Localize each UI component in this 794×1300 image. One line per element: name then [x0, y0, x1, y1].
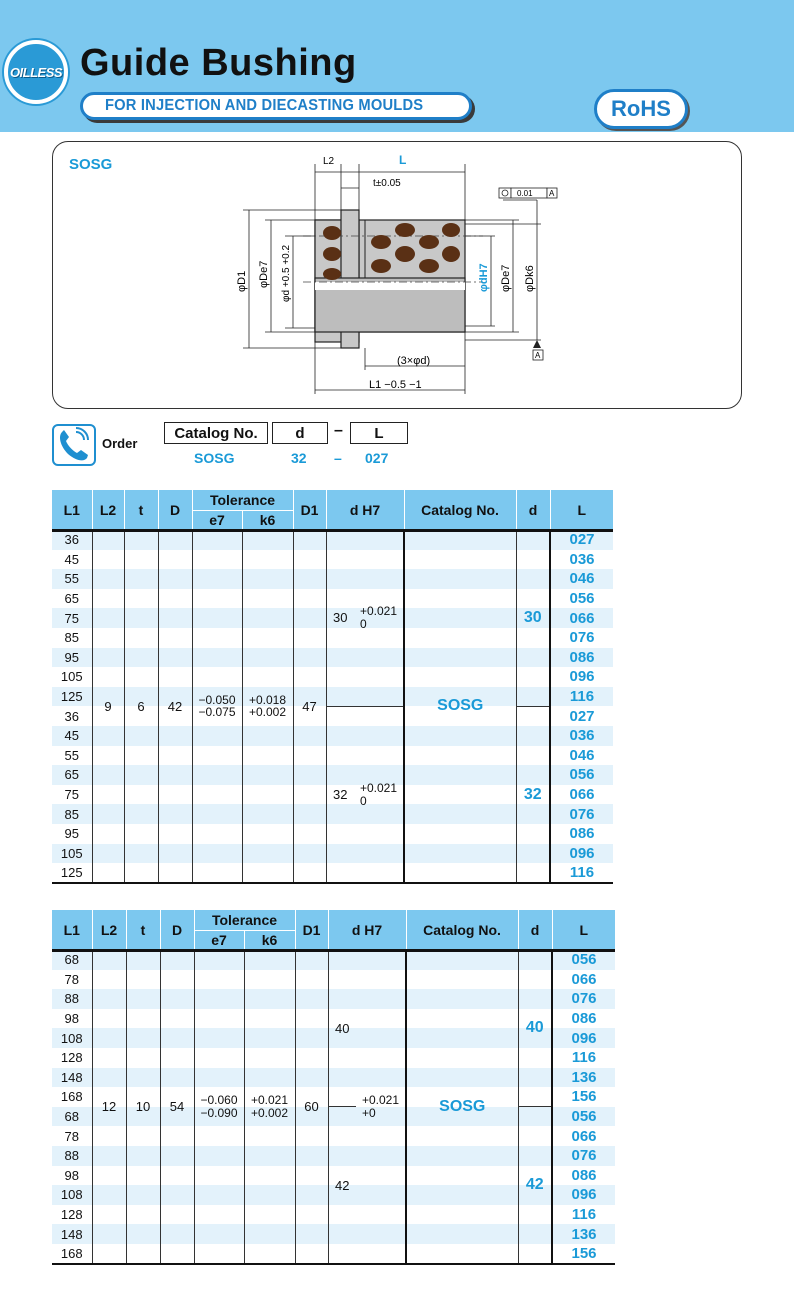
- hdr-d: D: [160, 910, 194, 950]
- cell-l1: 68: [52, 1107, 92, 1127]
- cell-t: 10: [126, 950, 160, 1264]
- cell-l: 136: [552, 1068, 615, 1088]
- cell-l: 027: [550, 530, 613, 550]
- cell-l: 066: [552, 1126, 615, 1146]
- cell-l: 096: [552, 1185, 615, 1205]
- cell-l: 076: [550, 628, 613, 648]
- flatness-value: 0.01: [517, 189, 533, 198]
- cell-l1: 88: [52, 1146, 92, 1166]
- cell-l1: 75: [52, 785, 92, 805]
- cell-l: 066: [552, 970, 615, 990]
- dim-de7-right: φDe7: [500, 264, 512, 292]
- hdr-d: D: [158, 490, 192, 530]
- cell-k6: [244, 950, 295, 1264]
- dim-l2: L2: [323, 156, 335, 167]
- cell-l1: 168: [52, 1244, 92, 1264]
- hdr-catalog: Catalog No.: [404, 490, 516, 530]
- order-d-header: d: [272, 422, 328, 444]
- bottom-rule: [52, 882, 613, 885]
- cell-l1: 148: [52, 1224, 92, 1244]
- h7-tolerance: [362, 1094, 399, 1119]
- cell-k6: [242, 530, 293, 883]
- cell-l: 086: [552, 1009, 615, 1029]
- cell-e7: [192, 530, 242, 883]
- cell-d-big: 40: [518, 950, 552, 1107]
- cell-d: 42: [158, 530, 192, 883]
- cell-l: 076: [550, 804, 613, 824]
- cell-e7: [194, 950, 244, 1264]
- cell-d1: 60: [295, 950, 328, 1264]
- cell-l: 036: [550, 726, 613, 746]
- spec-table-2: [52, 910, 615, 1264]
- cell-l1: 95: [52, 648, 92, 668]
- order-example-d: 32: [291, 450, 307, 466]
- cell-l: 096: [550, 667, 613, 687]
- table-row: [52, 530, 613, 550]
- cell-l: 116: [552, 1205, 615, 1225]
- e7-tolerance: [198, 694, 235, 719]
- hdr-d1: D1: [293, 490, 326, 530]
- cell-l1: 128: [52, 1048, 92, 1068]
- rohs-text: RoHS: [611, 96, 671, 121]
- cell-l: 056: [550, 765, 613, 785]
- subtitle-text: FOR INJECTION AND DIECASTING MOULDS: [105, 97, 424, 114]
- cell-l: 046: [550, 569, 613, 589]
- cell-l1: 36: [52, 706, 92, 726]
- cell-d-value: 30: [326, 530, 354, 706]
- hdr-d-col: d: [516, 490, 550, 530]
- cell-l1: 105: [52, 667, 92, 687]
- cell-l1: 65: [52, 589, 92, 609]
- phone-icon: [52, 424, 96, 466]
- cell-l: 116: [550, 687, 613, 707]
- dim-dk6: φDk6: [524, 265, 536, 292]
- cell-l: 076: [552, 1146, 615, 1166]
- cell-l2: 12: [92, 950, 126, 1264]
- h7-lower: +0: [361, 1105, 376, 1120]
- order-dash: –: [334, 422, 343, 439]
- cell-l1: 98: [52, 1009, 92, 1029]
- h7-upper: +0.021: [361, 1093, 400, 1108]
- cell-l1: 45: [52, 726, 92, 746]
- cell-l1: 45: [52, 550, 92, 570]
- page-title: Guide Bushing: [80, 42, 357, 84]
- bottom-rule: [52, 1263, 615, 1266]
- order-label: Order: [102, 436, 138, 451]
- hdr-e7: e7: [192, 510, 242, 530]
- cell-d-value: 32: [326, 706, 354, 882]
- dim-d1: φD1: [236, 270, 248, 292]
- dim-d-tol: φd +0.5 +0.2: [281, 244, 292, 302]
- cell-catalog: SOSG: [406, 950, 518, 1264]
- dim-t: t±0.05: [373, 178, 401, 189]
- order-catalog-header: Catalog No.: [164, 422, 268, 444]
- k6-tolerance: [249, 694, 286, 719]
- cell-l1: 125: [52, 687, 92, 707]
- oilless-logo: [4, 40, 68, 104]
- cell-l1: 98: [52, 1166, 92, 1186]
- cell-l: 076: [552, 989, 615, 1009]
- cell-l: 086: [550, 824, 613, 844]
- hdr-e7: e7: [194, 930, 244, 950]
- hdr-l: L: [550, 490, 613, 530]
- cell-l: 066: [550, 608, 613, 628]
- cell-l: 116: [550, 863, 613, 883]
- rohs-badge: [594, 89, 688, 129]
- diagram-panel: [52, 141, 742, 409]
- cell-l: 096: [550, 844, 613, 864]
- cell-l2: 9: [92, 530, 124, 883]
- dim-holes: (3×φd): [397, 355, 431, 367]
- cell-l: 086: [550, 648, 613, 668]
- cell-h7-tol: [354, 706, 404, 882]
- cell-l: 027: [550, 706, 613, 726]
- subtitle-banner: [80, 92, 472, 120]
- hdr-l1: L1: [52, 490, 92, 530]
- cell-l: 056: [552, 950, 615, 970]
- order-l-header: L: [350, 422, 408, 444]
- e7-upper: −0.050: [198, 692, 236, 707]
- h7-upper: +0.021: [359, 781, 398, 796]
- header-rule: [52, 949, 615, 952]
- cell-l1: 65: [52, 765, 92, 785]
- hdr-tolerance: Tolerance: [192, 490, 293, 510]
- cell-d1: 47: [293, 530, 326, 883]
- k6-tolerance: [251, 1094, 288, 1119]
- dim-de7-left: φDe7: [258, 260, 270, 288]
- dim-dh7: φdH7: [478, 263, 490, 292]
- cell-d-value: 42: [328, 1107, 356, 1264]
- hdr-l1: L1: [52, 910, 92, 950]
- cell-l1: 108: [52, 1185, 92, 1205]
- cell-catalog: SOSG: [404, 530, 516, 883]
- e7-lower: −0.075: [198, 705, 236, 720]
- cell-h7-tol: [354, 530, 404, 706]
- cell-l1: 85: [52, 804, 92, 824]
- hdr-dh7: d H7: [326, 490, 404, 530]
- hdr-l2: L2: [92, 490, 124, 530]
- cell-l1: 108: [52, 1028, 92, 1048]
- k6-upper: +0.021: [250, 1093, 289, 1108]
- cell-l1: 78: [52, 970, 92, 990]
- k6-lower: +0.002: [248, 705, 287, 720]
- hdr-l: L: [552, 910, 615, 950]
- h7-lower: 0: [359, 616, 367, 631]
- h7-tolerance: [360, 605, 397, 630]
- e7-tolerance: [200, 1094, 237, 1119]
- dim-l1: L1 −0.5 −1: [369, 379, 422, 391]
- series-label: SOSG: [69, 156, 113, 173]
- hdr-k6: k6: [242, 510, 293, 530]
- datum-bottom: A: [535, 351, 541, 360]
- cell-l: 116: [552, 1048, 615, 1068]
- k6-lower: +0.002: [250, 1105, 289, 1120]
- cell-d-value: 40: [328, 950, 356, 1107]
- h7-lower: 0: [359, 793, 367, 808]
- hdr-tolerance: Tolerance: [194, 910, 295, 930]
- table-row: [52, 950, 615, 970]
- datum-top: A: [549, 189, 555, 198]
- hdr-d1: D1: [295, 910, 328, 950]
- cell-l: 046: [550, 746, 613, 766]
- cell-l1: 75: [52, 608, 92, 628]
- dim-l: L: [399, 153, 407, 167]
- cell-l1: 85: [52, 628, 92, 648]
- cell-l1: 78: [52, 1126, 92, 1146]
- hdr-d-col: d: [518, 910, 552, 950]
- header-rule: [52, 529, 613, 532]
- cell-l1: 148: [52, 1068, 92, 1088]
- cell-l1: 88: [52, 989, 92, 1009]
- cell-l1: 68: [52, 950, 92, 970]
- hdr-t: t: [126, 910, 160, 950]
- cell-l: 056: [552, 1107, 615, 1127]
- cell-l: 096: [552, 1028, 615, 1048]
- order-example-dash: –: [334, 450, 342, 466]
- cell-d-big: 32: [516, 706, 550, 882]
- cell-h7-tol: [356, 950, 406, 1264]
- cell-l1: 125: [52, 863, 92, 883]
- order-example-catalog: SOSG: [194, 450, 235, 466]
- e7-lower: −0.090: [200, 1105, 238, 1120]
- e7-upper: −0.060: [200, 1093, 238, 1108]
- hdr-l2: L2: [92, 910, 126, 950]
- hdr-catalog: Catalog No.: [406, 910, 518, 950]
- cell-l1: 168: [52, 1087, 92, 1107]
- cell-d-big: 42: [518, 1107, 552, 1264]
- bushing-drawing: [53, 142, 743, 410]
- cell-l: 156: [552, 1087, 615, 1107]
- order-example-l: 027: [365, 450, 389, 466]
- cell-d: 54: [160, 950, 194, 1264]
- cell-l1: 95: [52, 824, 92, 844]
- cell-l: 156: [552, 1244, 615, 1264]
- cell-d-big: 30: [516, 530, 550, 706]
- cell-l: 036: [550, 550, 613, 570]
- hdr-k6: k6: [244, 930, 295, 950]
- spec-table-1: [52, 490, 613, 883]
- hdr-dh7: d H7: [328, 910, 406, 950]
- cell-l: 066: [550, 785, 613, 805]
- cell-l: 136: [552, 1224, 615, 1244]
- hdr-t: t: [124, 490, 158, 530]
- k6-upper: +0.018: [248, 692, 287, 707]
- logo-text: OILLESS: [9, 64, 63, 80]
- cell-t: 6: [124, 530, 158, 883]
- cell-l1: 128: [52, 1205, 92, 1225]
- dimension-arrows: [533, 340, 541, 348]
- cell-l: 086: [552, 1166, 615, 1186]
- cell-l: 056: [550, 589, 613, 609]
- h7-tolerance: [360, 782, 397, 807]
- cell-l1: 36: [52, 530, 92, 550]
- h7-upper: +0.021: [359, 604, 398, 619]
- cell-l1: 55: [52, 746, 92, 766]
- cell-l1: 55: [52, 569, 92, 589]
- cell-l1: 105: [52, 844, 92, 864]
